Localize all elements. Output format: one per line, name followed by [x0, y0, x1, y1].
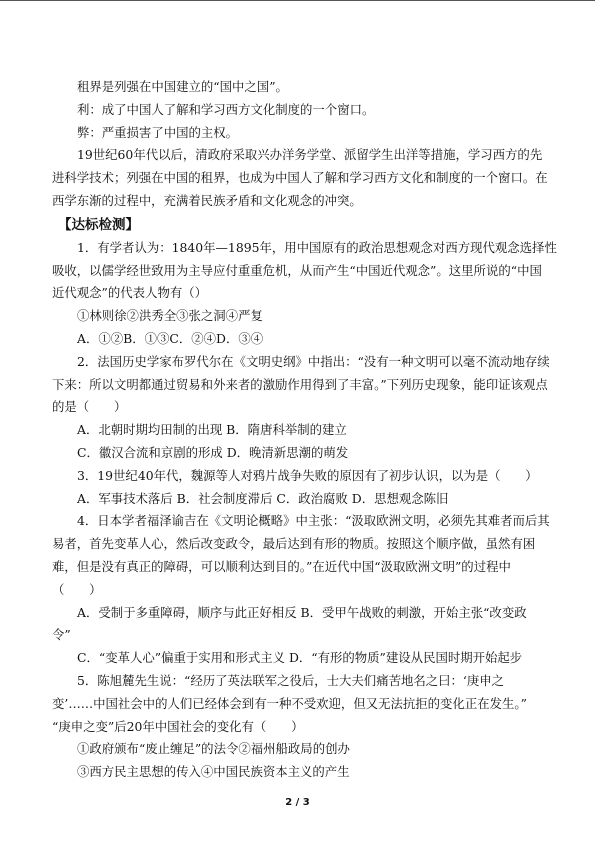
question-4	[52, 510, 550, 670]
intro-line: 租界是列强在中国建立的“国中之国”。	[77, 79, 288, 94]
answer-choices: A．受制于多重障碍，顺序与此正好相反 B．受甲午战败的刺激，开始主张“改变政	[77, 604, 527, 620]
question-text: （ ）	[52, 581, 102, 597]
answer-choices: C．徽汉合流和京剧的形成 D．晚清新思潮的萌发	[77, 444, 349, 460]
intro-line: 西学东渐的过程中，充满着民族矛盾和文化观念的冲突。	[52, 192, 362, 208]
question-5	[52, 670, 547, 784]
question-text: 吸收，以儒学经世致用为主导应付重重危机，从而产生“中国近代观念”。这里所说的“中国	[52, 262, 542, 278]
question-options: ①政府颁布“废止缠足”的法令②福州船政局的创办	[77, 741, 350, 757]
question-text: 近代观念”的代表人物有（）	[52, 285, 208, 301]
question-text: 易者，首先变革人心，然后改变政令，最后达到有形的物质。按照这个顺序做，虽然有困	[52, 536, 536, 552]
answer-choices: 令”	[52, 627, 71, 643]
question-text: 下来：所以文明都通过贸易和外来者的激励作用得到了丰富。”下列历史现象，能印证该观点	[52, 376, 548, 392]
question-text: 4．日本学者福泽谕吉在《文明论概略》中主张：“汲取欧洲文明，必须先其难者而后其	[77, 513, 550, 529]
question-text: 3．19世纪40年代，魏源等人对鸦片战争失败的原因有了初步认识，以为是（ ）	[77, 467, 538, 483]
question-3	[52, 465, 547, 511]
intro-line: 弊：严重损害了中国的主权。	[77, 124, 239, 140]
intro-line: 19世纪60年代以后，清政府采取兴办洋务学堂、派留学生出洋等措施，学习西方的先	[77, 147, 543, 163]
question-text: “庚申之变”后20年中国社会的变化有（ ）	[52, 718, 304, 734]
question-options: ①林则徐②洪秀全③张之洞④严复	[77, 308, 263, 324]
question-2	[52, 351, 550, 465]
section-title: 【达标检测】	[58, 216, 139, 233]
answer-choices: A．北朝时期均田制的出现 B．隋唐科举制的建立	[77, 422, 347, 438]
question-text: 的是（ ）	[52, 399, 127, 415]
question-text: 2．法国历史学家布罗代尔在《文明史纲》中指出：“没有一种文明可以毫不流动地存续	[77, 353, 550, 369]
question-1	[52, 237, 557, 351]
document-page	[52, 76, 557, 784]
intro-line: 进科学技术；列强在中国的租界，也成为中国人了解和学习西方文化和制度的一个窗口。在	[52, 170, 548, 186]
question-text: 难，但是没有真正的障碍，可以顺利达到目的。”在近代中国“汲取欧洲文明”的过程中	[52, 558, 511, 574]
question-text: 变’……中国社会中的人们已经体会到有一种不受欢迎，但又无法抗拒的变化正在发生。”	[52, 695, 527, 711]
top-rule	[0, 0, 595, 1]
question-options: ③西方民主思想的传入④中国民族资本主义的产生	[77, 764, 350, 780]
question-text: 1．有学者认为：1840年—1895年，用中国原有的政治思想观念对西方现代观念选择性	[77, 239, 557, 255]
answer-choices: A．①②B．①③C．②④D．③④	[77, 330, 264, 346]
answer-choices: C．“变革人心”偏重于实用和形式主义 D．“有形的物质”建设从民国时期开始起步	[77, 650, 523, 666]
page-number: 2 / 3	[285, 797, 310, 808]
question-text: 5．陈旭麓先生说：“经历了英法联军之役后，士大夫们痛苦地名之曰：‘庚申之	[77, 672, 505, 688]
intro-line: 利：成了中国人了解和学习西方文化制度的一个窗口。	[77, 101, 375, 117]
answer-choices: A．军事技术落后 B．社会制度滞后 C．政治腐败 D．思想观念陈旧	[77, 490, 449, 506]
intro-block	[52, 76, 547, 213]
